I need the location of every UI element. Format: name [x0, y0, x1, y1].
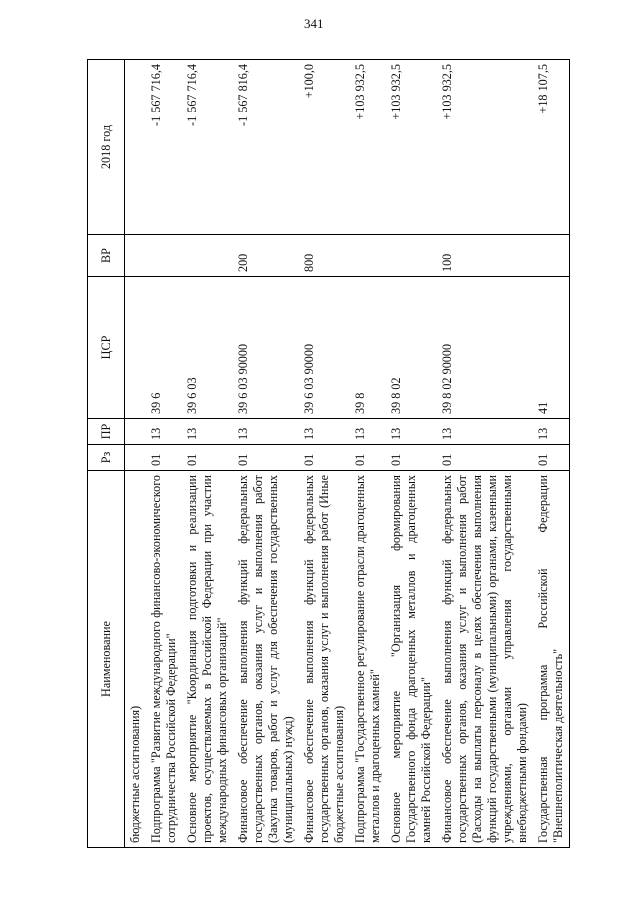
cell-name: Финансовое обеспечение выполнения функций федеральных государственных органов, оказания услуг и выполнения работ (Закупка товаров, работ и услуг для обеспечения государственных (муниципальных) нужд) — [233, 471, 299, 848]
table-header-row — [88, 60, 125, 848]
cell-vr — [146, 235, 182, 277]
cell-rz: 01 — [182, 445, 233, 471]
cell-rz: 01 — [233, 445, 299, 471]
cell-vr — [125, 235, 147, 277]
page-number: 341 — [304, 16, 324, 31]
cell-csr: 39 6 03 90000 — [299, 277, 350, 419]
cell-name: Финансовое обеспечение выполнения функций федеральных государственных органов, оказания услуг и выполнения работ (Иные бюджетные ассигнования) — [299, 471, 350, 848]
cell-pr: 13 — [386, 419, 437, 445]
cell-vr — [533, 235, 570, 277]
cell-name: Финансовое обеспечение выполнения функций федеральных государственных органов, оказания услуг и выполнения работ (Расходы на выплаты персоналу в целях обеспечения выполнения функций государственными (муниципальными) органами, казенными учреждениями, органами управления государственными внебюджетными фондами) — [437, 471, 533, 848]
rotated-table-container — [87, 60, 603, 848]
table-row — [125, 60, 147, 848]
cell-rz: 01 — [533, 445, 570, 471]
cell-pr: 13 — [350, 419, 386, 445]
header-year: 2018 год — [88, 60, 125, 235]
cell-csr: 41 — [533, 277, 570, 419]
cell-value: +103 932,5 — [386, 60, 437, 235]
cell-csr: 39 8 — [350, 277, 386, 419]
cell-vr: 100 — [437, 235, 533, 277]
cell-rz — [125, 445, 147, 471]
cell-value: +18 107,5 — [533, 60, 570, 235]
cell-csr: 39 6 03 — [182, 277, 233, 419]
table-row — [146, 60, 182, 848]
header-rz: Рз — [88, 445, 125, 471]
cell-name: Подпрограмма "Государственное регулирование отрасли драгоценных металлов и драгоценных камней" — [350, 471, 386, 848]
cell-value: +103 932,5 — [350, 60, 386, 235]
cell-value: -1 567 716,4 — [182, 60, 233, 235]
cell-pr: 13 — [299, 419, 350, 445]
table-row — [299, 60, 350, 848]
cell-value — [125, 60, 147, 235]
table-row — [233, 60, 299, 848]
cell-rz: 01 — [437, 445, 533, 471]
cell-name: Государственная программа Российской Федерации "Внешнеполитическая деятельность" — [533, 471, 570, 848]
table-row — [350, 60, 386, 848]
cell-name: Основное мероприятие "Координация подготовки и реализации проектов, осуществляемых в Российской Федерации при участии международных финансовых организаций" — [182, 471, 233, 848]
cell-vr — [182, 235, 233, 277]
cell-pr: 13 — [533, 419, 570, 445]
budget-table — [87, 59, 570, 848]
table-row — [386, 60, 437, 848]
cell-rz: 01 — [299, 445, 350, 471]
cell-vr — [386, 235, 437, 277]
cell-value: -1 567 816,4 — [233, 60, 299, 235]
cell-csr: 39 6 — [146, 277, 182, 419]
cell-name: Подпрограмма "Развитие международного финансово-экономического сотрудничества Российской Федерации" — [146, 471, 182, 848]
cell-name: Основное мероприятие "Организация формирования Государственного фонда драгоценных металлов и драгоценных камней Российской Федерации" — [386, 471, 437, 848]
cell-value: -1 567 716,4 — [146, 60, 182, 235]
cell-pr: 13 — [146, 419, 182, 445]
cell-rz: 01 — [386, 445, 437, 471]
table-row — [533, 60, 570, 848]
cell-pr: 13 — [182, 419, 233, 445]
cell-csr: 39 8 02 — [386, 277, 437, 419]
cell-pr: 13 — [437, 419, 533, 445]
cell-csr — [125, 277, 147, 419]
cell-rz: 01 — [146, 445, 182, 471]
cell-csr: 39 6 03 90000 — [233, 277, 299, 419]
table-row — [182, 60, 233, 848]
cell-pr: 13 — [233, 419, 299, 445]
cell-pr — [125, 419, 147, 445]
cell-vr: 800 — [299, 235, 350, 277]
cell-rz: 01 — [350, 445, 386, 471]
cell-value: +103 932,5 — [437, 60, 533, 235]
cell-vr — [350, 235, 386, 277]
header-pr: ПР — [88, 419, 125, 445]
cell-name: бюджетные ассигнования) — [125, 471, 147, 848]
header-vr: ВР — [88, 235, 125, 277]
cell-vr: 200 — [233, 235, 299, 277]
cell-csr: 39 8 02 90000 — [437, 277, 533, 419]
header-csr: ЦСР — [88, 277, 125, 419]
cell-value: +100,0 — [299, 60, 350, 235]
table-row — [437, 60, 533, 848]
header-name: Наименование — [88, 471, 125, 848]
